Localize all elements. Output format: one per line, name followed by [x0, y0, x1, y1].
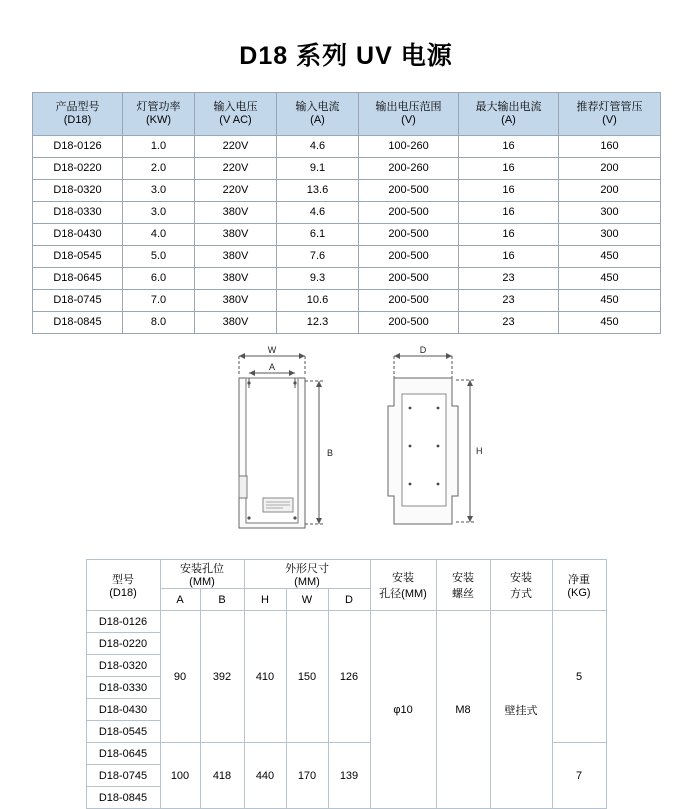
cell-input-voltage: 380V — [195, 268, 277, 290]
cell-output-voltage-range: 200-500 — [359, 290, 459, 312]
cell-h-group1: 410 — [244, 611, 286, 743]
cell-weight-group2: 7 — [552, 743, 606, 809]
dim-col-screw — [436, 560, 490, 611]
cell-max-output-current: 16 — [459, 246, 559, 268]
cell-power: 7.0 — [123, 290, 195, 312]
header-line1: 安装 — [452, 572, 474, 584]
side-view-drawing — [372, 346, 522, 546]
spec-table-container — [0, 92, 692, 334]
front-label-a: A — [268, 362, 276, 372]
cell-lamp-voltage: 200 — [559, 180, 661, 202]
cell-lamp-voltage: 160 — [559, 136, 661, 158]
table-row — [33, 290, 661, 312]
table-row — [33, 224, 661, 246]
cell-input-voltage: 380V — [195, 246, 277, 268]
cell-lamp-voltage: 300 — [559, 224, 661, 246]
cell-input-current: 9.3 — [277, 268, 359, 290]
header-line2: 螺丝 — [452, 588, 474, 600]
header-line2: (A) — [310, 114, 325, 126]
cell-model: D18-0330 — [86, 677, 160, 699]
header-line2: (KG) — [567, 587, 591, 599]
cell-model: D18-0545 — [86, 721, 160, 743]
cell-max-output-current: 23 — [459, 268, 559, 290]
cell-a-group2: 100 — [160, 743, 200, 809]
cell-model: D18-0430 — [86, 699, 160, 721]
cell-w-group2: 170 — [286, 743, 328, 809]
front-view-drawing — [205, 346, 365, 546]
dim-subcol-b: B — [200, 589, 244, 611]
cell-model: D18-0545 — [33, 246, 123, 268]
dim-subcol-d: D — [328, 589, 370, 611]
header-line2: 方式 — [510, 588, 532, 600]
cell-lamp-voltage: 300 — [559, 202, 661, 224]
cell-model: D18-0320 — [86, 655, 160, 677]
table-row — [33, 268, 661, 290]
header-line1: 净重 — [568, 574, 590, 586]
cell-power: 8.0 — [123, 312, 195, 334]
table-row — [33, 202, 661, 224]
page-title: D18 系列 UV 电源 — [239, 42, 453, 70]
dim-col-hole-diameter — [370, 560, 436, 611]
cell-input-voltage: 380V — [195, 224, 277, 246]
cell-lamp-voltage: 450 — [559, 290, 661, 312]
cell-model: D18-0845 — [86, 787, 160, 809]
dim-col-model — [86, 560, 160, 611]
spec-col-input-current — [277, 93, 359, 136]
cell-output-voltage-range: 200-500 — [359, 268, 459, 290]
cell-model: D18-0126 — [86, 611, 160, 633]
spec-col-model — [33, 93, 123, 136]
cell-max-output-current: 16 — [459, 202, 559, 224]
front-label-w: W — [267, 346, 277, 355]
cell-power: 3.0 — [123, 180, 195, 202]
cell-max-output-current: 16 — [459, 158, 559, 180]
cell-input-voltage: 220V — [195, 136, 277, 158]
cell-h-group2: 440 — [244, 743, 286, 809]
cell-w-group1: 150 — [286, 611, 328, 743]
cell-input-voltage: 220V — [195, 180, 277, 202]
side-label-d: D — [419, 346, 427, 355]
cell-power: 1.0 — [123, 136, 195, 158]
cell-power: 4.0 — [123, 224, 195, 246]
cell-max-output-current: 16 — [459, 180, 559, 202]
drawings-section — [0, 346, 692, 551]
header-line2: (MM) — [294, 576, 320, 588]
cell-lamp-voltage: 450 — [559, 246, 661, 268]
dimension-table — [86, 559, 607, 809]
dim-table-header-row-1 — [86, 560, 606, 589]
front-label-b: B — [327, 448, 334, 458]
cell-model: D18-0220 — [33, 158, 123, 180]
cell-input-current: 9.1 — [277, 158, 359, 180]
table-row — [33, 136, 661, 158]
header-line1: 安装 — [510, 572, 532, 584]
table-row — [33, 158, 661, 180]
table-row — [33, 180, 661, 202]
cell-model: D18-0845 — [33, 312, 123, 334]
spec-table — [32, 92, 661, 334]
header-line2: 孔径(MM) — [379, 588, 427, 600]
cell-input-current: 13.6 — [277, 180, 359, 202]
header-line2: (MM) — [189, 576, 215, 588]
header-line2: (V) — [602, 114, 617, 126]
cell-model: D18-0126 — [33, 136, 123, 158]
header-line2: (D18) — [109, 587, 137, 599]
header-line1: 输出电压范围 — [375, 101, 442, 113]
cell-model: D18-0320 — [33, 180, 123, 202]
header-line1: 输入电流 — [295, 101, 340, 113]
cell-input-current: 4.6 — [277, 202, 359, 224]
cell-model: D18-0220 — [86, 633, 160, 655]
cell-power: 5.0 — [123, 246, 195, 268]
cell-mount-type: 壁挂式 — [490, 611, 552, 809]
dim-subcol-h: H — [244, 589, 286, 611]
cell-power: 6.0 — [123, 268, 195, 290]
header-line2: (KW) — [145, 114, 172, 126]
cell-output-voltage-range: 200-500 — [359, 202, 459, 224]
cell-model: D18-0645 — [33, 268, 123, 290]
header-line2: (D18) — [63, 114, 92, 126]
cell-lamp-voltage: 200 — [559, 158, 661, 180]
spec-col-max-output-current — [459, 93, 559, 136]
cell-input-current: 6.1 — [277, 224, 359, 246]
cell-power: 3.0 — [123, 202, 195, 224]
cell-output-voltage-range: 200-260 — [359, 158, 459, 180]
cell-max-output-current: 16 — [459, 224, 559, 246]
header-line1: 外形尺寸 — [285, 563, 329, 575]
cell-model: D18-0330 — [33, 202, 123, 224]
dim-col-net-weight — [552, 560, 606, 611]
spec-col-input-voltage — [195, 93, 277, 136]
dim-col-hole-position — [160, 560, 244, 589]
spec-table-header-row — [33, 93, 661, 136]
dim-subcol-w: W — [286, 589, 328, 611]
header-line1: 灯管功率 — [136, 101, 181, 113]
cell-screw: M8 — [436, 611, 490, 809]
cell-input-current: 10.6 — [277, 290, 359, 312]
spec-col-recommended-lamp-voltage — [559, 93, 661, 136]
cell-output-voltage-range: 100-260 — [359, 136, 459, 158]
cell-power: 2.0 — [123, 158, 195, 180]
cell-input-voltage: 380V — [195, 290, 277, 312]
cell-model: D18-0745 — [33, 290, 123, 312]
cell-input-current: 7.6 — [277, 246, 359, 268]
cell-a-group1: 90 — [160, 611, 200, 743]
header-line2: (A) — [501, 114, 516, 126]
cell-output-voltage-range: 200-500 — [359, 312, 459, 334]
cell-weight-group1: 5 — [552, 611, 606, 743]
cell-hole-diameter: φ10 — [370, 611, 436, 809]
header-line1: 安装 — [392, 572, 414, 584]
dim-col-outline-size — [244, 560, 370, 589]
cell-output-voltage-range: 200-500 — [359, 246, 459, 268]
cell-input-current: 12.3 — [277, 312, 359, 334]
cell-output-voltage-range: 200-500 — [359, 180, 459, 202]
side-label-h: H — [476, 446, 483, 456]
header-line1: 产品型号 — [55, 101, 100, 113]
table-row — [86, 611, 606, 633]
cell-input-voltage: 380V — [195, 312, 277, 334]
cell-d-group2: 139 — [328, 743, 370, 809]
cell-max-output-current: 23 — [459, 290, 559, 312]
dim-subcol-a: A — [160, 589, 200, 611]
cell-lamp-voltage: 450 — [559, 312, 661, 334]
cell-max-output-current: 16 — [459, 136, 559, 158]
table-row — [33, 312, 661, 334]
cell-input-voltage: 220V — [195, 158, 277, 180]
cell-input-current: 4.6 — [277, 136, 359, 158]
header-line2: (V AC) — [219, 114, 252, 126]
dimension-table-container — [0, 551, 692, 809]
header-line2: (V) — [401, 114, 416, 126]
header-line1: 最大输出电流 — [475, 101, 542, 113]
header-line1: 型号 — [112, 574, 134, 586]
cell-output-voltage-range: 200-500 — [359, 224, 459, 246]
cell-model: D18-0745 — [86, 765, 160, 787]
cell-b-group2: 418 — [200, 743, 244, 809]
cell-b-group1: 392 — [200, 611, 244, 743]
cell-model: D18-0430 — [33, 224, 123, 246]
spec-col-power — [123, 93, 195, 136]
header-line1: 推荐灯管管压 — [576, 101, 643, 113]
header-line1: 安装孔位 — [180, 563, 224, 575]
cell-input-voltage: 380V — [195, 202, 277, 224]
cell-lamp-voltage: 450 — [559, 268, 661, 290]
cell-max-output-current: 23 — [459, 312, 559, 334]
table-row — [33, 246, 661, 268]
cell-d-group1: 126 — [328, 611, 370, 743]
cell-model: D18-0645 — [86, 743, 160, 765]
spec-col-output-voltage-range — [359, 93, 459, 136]
dim-col-mount-type — [490, 560, 552, 611]
header-line1: 输入电压 — [213, 101, 258, 113]
